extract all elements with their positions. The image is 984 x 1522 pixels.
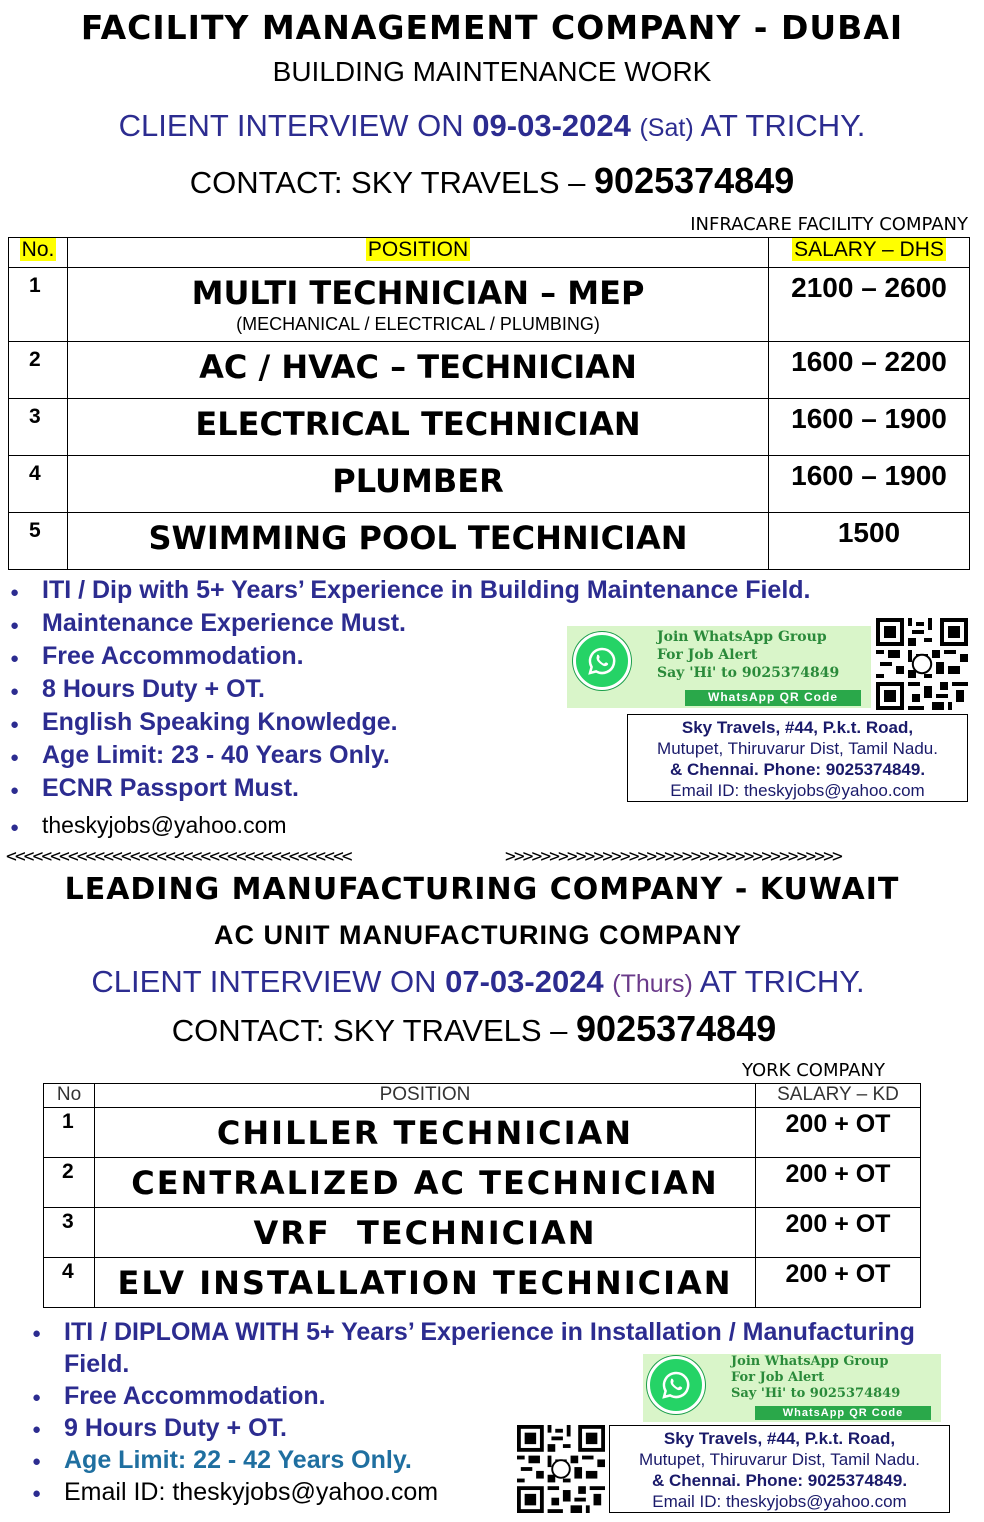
table-row [9, 268, 970, 342]
separator-left: <<<<<<<<<<<<<<<<<<<<<<<<<<<<<<<<<<<<<<< [6, 846, 351, 867]
row-position-sub: (MECHANICAL / ELECTRICAL / PLUMBING) [236, 314, 600, 334]
whatsapp-line1: Join WhatsApp Group [731, 1354, 889, 1369]
row-position: SWIMMING POOL TECHNICIAN [68, 513, 769, 570]
row-position: AC / HVAC – TECHNICIAN [68, 342, 769, 399]
table-row [9, 399, 970, 456]
separator-right: >>>>>>>>>>>>>>>>>>>>>>>>>>>>>>>>>>>>>> [505, 846, 841, 867]
whatsapp-banner[interactable] [643, 1354, 941, 1422]
row-no: 5 [9, 513, 68, 570]
row-position: ELV INSTALLATION TECHNICIAN [95, 1258, 756, 1308]
kuwait-interview-suffix: AT TRICHY. [692, 964, 865, 999]
header-salary: SALARY – DHS [794, 238, 944, 261]
list-item: ● English Speaking Knowledge. [10, 706, 910, 739]
whatsapp-line1: Join WhatsApp Group [657, 629, 827, 645]
kuwait-subtitle: AC UNIT MANUFACTURING COMPANY [214, 920, 742, 950]
row-salary: 200 + OT [756, 1208, 921, 1258]
qr-code-icon[interactable] [876, 618, 968, 710]
whatsapp-line3: Say 'Hi' to 9025374849 [731, 1386, 901, 1401]
header-salary: SALARY – KD [756, 1084, 921, 1108]
header-position: POSITION [95, 1084, 756, 1108]
dubai-interview-line [0, 108, 984, 144]
kuwait-interview-line [0, 964, 970, 1000]
header-position: POSITION [367, 238, 469, 261]
whatsapp-icon [647, 1356, 705, 1414]
address-line1: Sky Travels, #44, P.k.t. Road, [663, 1429, 896, 1448]
list-item: ● ECNR Passport Must. [10, 772, 910, 805]
address-line4[interactable]: Email ID: theskyjobs@yahoo.com [652, 1492, 907, 1511]
row-salary: 1600 – 1900 [769, 399, 970, 456]
row-no: 2 [9, 342, 68, 399]
kuwait-jobs-table [43, 1083, 921, 1308]
row-position: ELECTRICAL TECHNICIAN [68, 399, 769, 456]
dubai-company-note: INFRACARE FACILITY COMPANY [690, 214, 968, 235]
list-item: ● 9 Hours Duty + OT. [32, 1412, 952, 1444]
list-item: ● Age Limit: 22 - 42 Years Only. [32, 1444, 952, 1476]
kuwait-interview-day: (Thurs) [612, 970, 693, 998]
header-no: No [44, 1084, 95, 1108]
row-salary: 1600 – 2200 [769, 342, 970, 399]
dubai-interview-day: (Sat) [639, 114, 694, 142]
dubai-interview-suffix: AT TRICHY. [693, 108, 866, 143]
kuwait-company-note: YORK COMPANY [742, 1060, 885, 1081]
whatsapp-icon [573, 632, 631, 690]
row-no: 4 [9, 456, 68, 513]
dubai-title: FACILITY MANAGEMENT COMPANY - DUBAI [80, 8, 904, 47]
list-item: ● Age Limit: 23 - 40 Years Only. [10, 739, 910, 772]
row-salary: 1500 [769, 513, 970, 570]
whatsapp-qr-tag: WhatsApp QR Code [755, 1406, 931, 1420]
kuwait-interview-prefix: CLIENT INTERVIEW ON [91, 964, 446, 999]
row-salary: 2100 – 2600 [769, 268, 970, 342]
list-item: ● Free Accommodation. [32, 1380, 952, 1412]
row-no: 3 [44, 1208, 95, 1258]
table-row [44, 1258, 921, 1308]
row-salary: 200 + OT [756, 1158, 921, 1208]
address-line1: Sky Travels, #44, P.k.t. Road, [681, 718, 914, 737]
row-position: CENTRALIZED AC TECHNICIAN [95, 1158, 756, 1208]
header-no: No. [21, 238, 55, 261]
table-row [44, 1158, 921, 1208]
whatsapp-line2: For Job Alert [731, 1370, 825, 1385]
list-item: ● ITI / Dip with 5+ Years’ Experience in Building Maintenance Field. [10, 574, 910, 607]
dubai-contact-line [0, 160, 984, 202]
address-box [609, 1425, 950, 1513]
whatsapp-banner[interactable] [567, 626, 871, 708]
dubai-interview-date: 09-03-2024 [472, 108, 631, 143]
row-position: MULTI TECHNICIAN – MEP [191, 274, 645, 312]
address-box [627, 714, 968, 802]
row-position: PLUMBER [68, 456, 769, 513]
table-row [9, 513, 970, 570]
list-item: ● ITI / DIPLOMA WITH 5+ Years’ Experience in Installation / Manufacturing Field. [32, 1316, 952, 1380]
dubai-jobs-table [8, 237, 970, 570]
kuwait-contact-phone: 9025374849 [576, 1008, 777, 1049]
row-position: CHILLER TECHNICIAN [95, 1108, 756, 1158]
kuwait-contact-prefix: CONTACT: SKY TRAVELS – [171, 1013, 577, 1048]
row-salary: 200 + OT [756, 1108, 921, 1158]
row-salary: 200 + OT [756, 1258, 921, 1308]
whatsapp-qr-tag: WhatsApp QR Code [685, 690, 861, 706]
table-header-row [9, 238, 970, 268]
list-item-email[interactable]: ● Email ID: theskyjobs@yahoo.com [32, 1476, 952, 1508]
kuwait-title: LEADING MANUFACTURING COMPANY - KUWAIT [64, 872, 900, 907]
list-item: ● Maintenance Experience Must. [10, 607, 910, 640]
whatsapp-line3: Say 'Hi' to 9025374849 [657, 665, 840, 681]
row-no: 1 [44, 1108, 95, 1158]
table-header-row [44, 1084, 921, 1108]
kuwait-interview-date: 07-03-2024 [445, 964, 604, 999]
address-line3: & Chennai. Phone: 9025374849. [651, 1471, 908, 1490]
row-position: VRF TECHNICIAN [95, 1208, 756, 1258]
table-row [44, 1208, 921, 1258]
address-line4[interactable]: Email ID: theskyjobs@yahoo.com [670, 781, 925, 800]
list-item: ● 8 Hours Duty + OT. [10, 673, 910, 706]
row-no: 4 [44, 1258, 95, 1308]
kuwait-contact-line [0, 1008, 966, 1050]
row-no: 1 [9, 268, 68, 342]
qr-code-icon[interactable] [517, 1425, 605, 1513]
table-row [9, 456, 970, 513]
list-item-email[interactable]: ● theskyjobs@yahoo.com [10, 809, 910, 842]
list-item: ● Free Accommodation. [10, 640, 910, 673]
row-salary: 1600 – 1900 [769, 456, 970, 513]
address-line2: Mutupet, Thiruvarur Dist, Tamil Nadu. [639, 1450, 920, 1469]
table-row [9, 342, 970, 399]
address-line3: & Chennai. Phone: 9025374849. [669, 760, 926, 779]
dubai-contact-prefix: CONTACT: SKY TRAVELS – [189, 165, 595, 200]
row-no: 3 [9, 399, 68, 456]
row-no: 2 [44, 1158, 95, 1208]
whatsapp-line2: For Job Alert [657, 647, 758, 663]
dubai-contact-phone: 9025374849 [594, 160, 795, 201]
dubai-interview-prefix: CLIENT INTERVIEW ON [118, 108, 473, 143]
table-row [44, 1108, 921, 1158]
address-line2: Mutupet, Thiruvarur Dist, Tamil Nadu. [657, 739, 938, 758]
dubai-subtitle: BUILDING MAINTENANCE WORK [272, 56, 712, 87]
